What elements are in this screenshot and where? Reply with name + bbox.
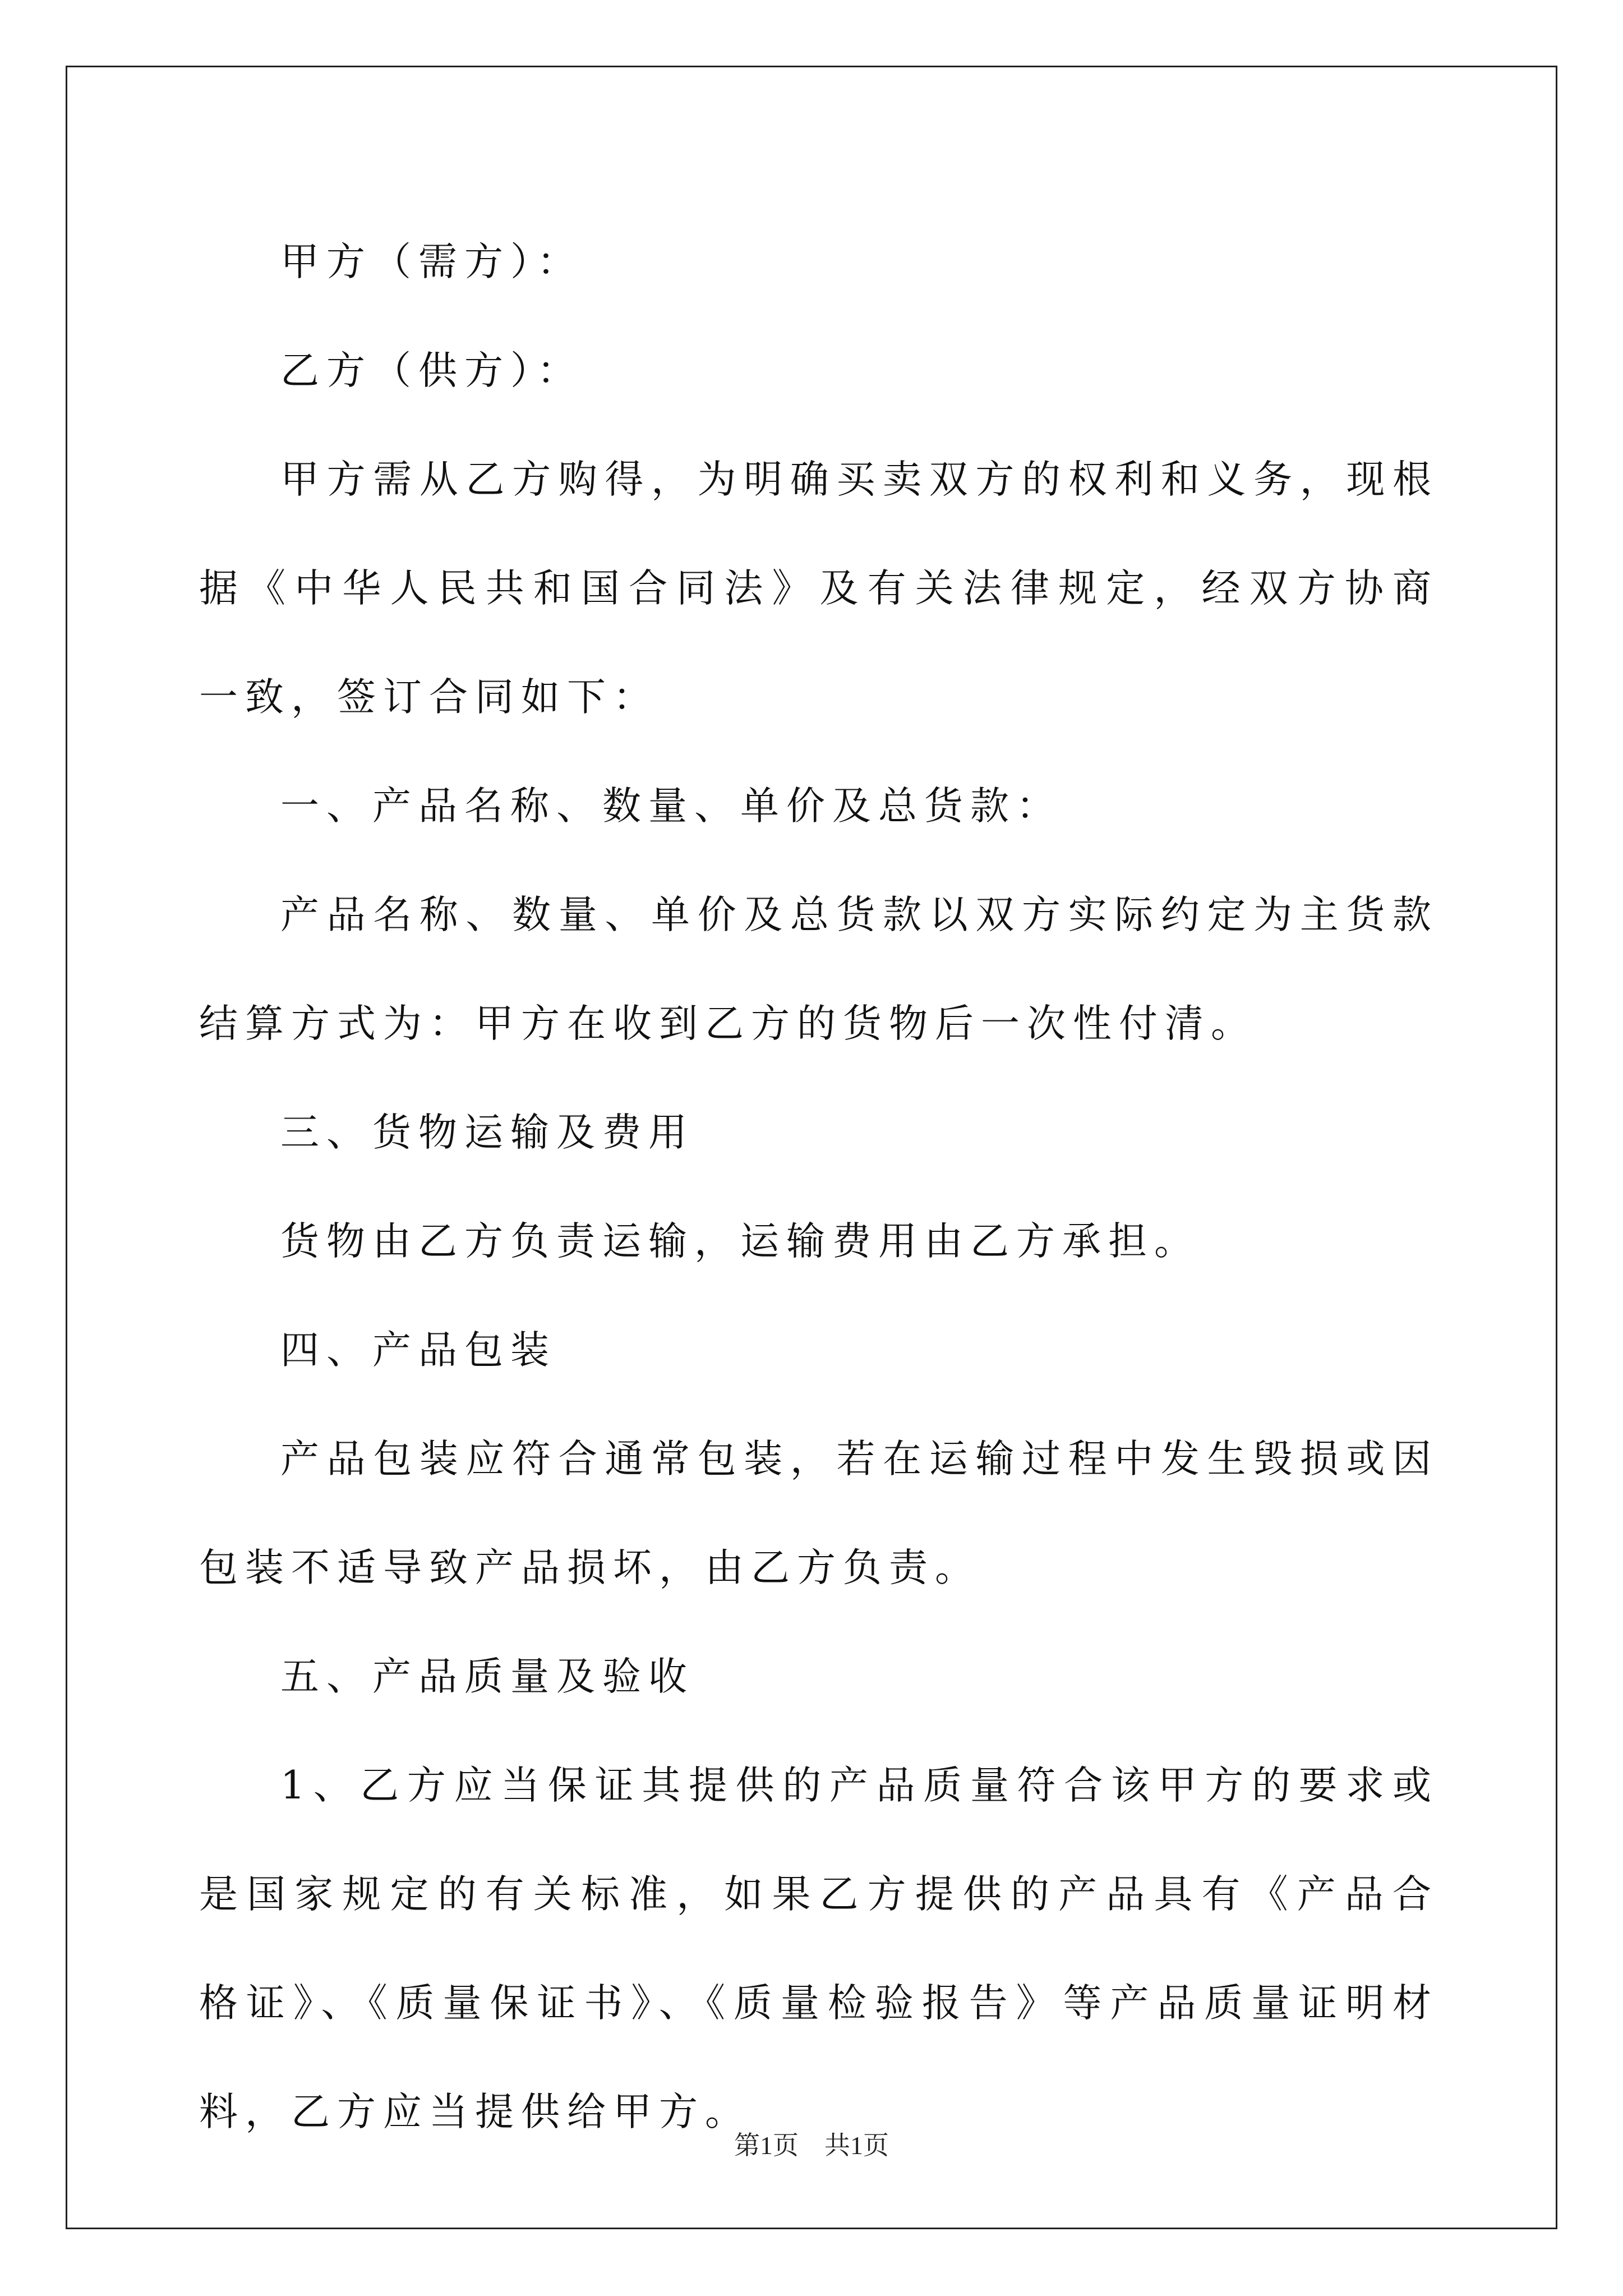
party-a-line: 甲方（需方）： (280, 240, 583, 284)
section-heading-product: 一、产品名称、数量、单价及总货款： (280, 784, 1062, 829)
party-b-line: 乙方（供方）： (280, 348, 583, 393)
section-heading-packaging: 四、产品包装 (280, 1328, 556, 1373)
document-body (199, 208, 1438, 2166)
packaging-clause: 产品包装应符合通常包装，若在运输过程中发生毁损或因包装不适导致产品损坏，由乙方负责。 (199, 1437, 1438, 1590)
contract-preamble: 甲方需从乙方购得，为明确买卖双方的权利和义务，现根据《中华人民共和国合同法》及有关法律规定，经双方协商一致，签订合同如下： (199, 457, 1438, 720)
transport-clause: 货物由乙方负责运输，运输费用由乙方承担。 (280, 1219, 1200, 1264)
product-payment-clause: 产品名称、数量、单价及总货款以双方实际约定为主货款结算方式为：甲方在收到乙方的货物后一次性付清。 (199, 892, 1438, 1046)
page-number-footer: 第1页 共1页 (734, 2131, 889, 2160)
section-heading-transport: 三、货物运输及费用 (280, 1110, 694, 1155)
section-heading-quality: 五、产品质量及验收 (280, 1654, 694, 1699)
quality-clause-1: 1、乙方应当保证其提供的产品质量符合该甲方的要求或是国家规定的有关标准，如果乙方提供的产品具有《产品合格证》、《质量保证书》、《质量检验报告》等产品质量证明材料，乙方应当提供给甲方。 (199, 1763, 1438, 2134)
